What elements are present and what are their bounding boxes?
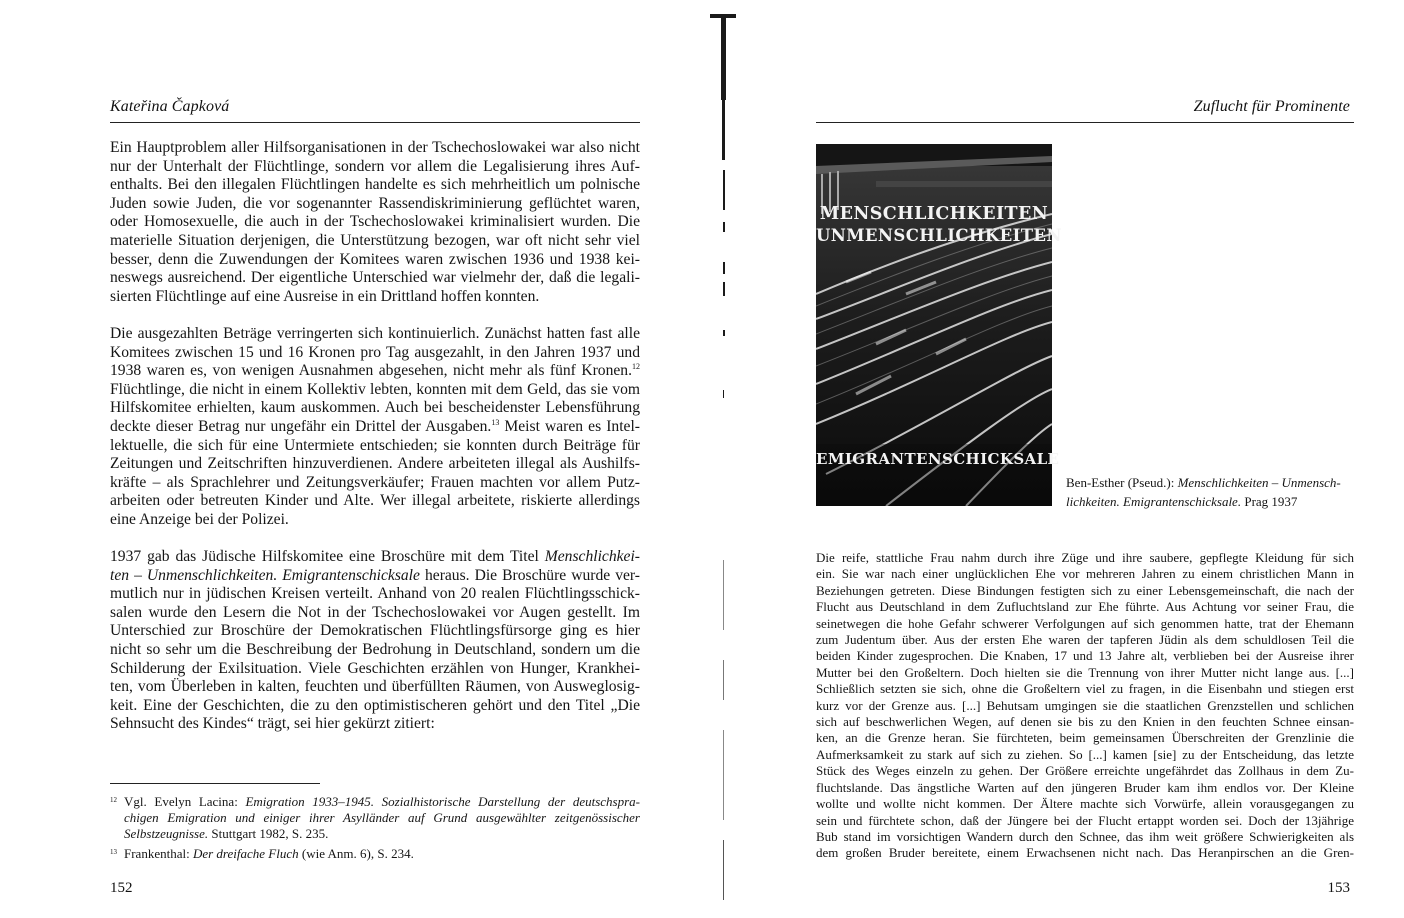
text-line: enthalts. Bei den illegalen Flüchtlingen handelte es sich mehrheitlich um polnische [110,176,640,194]
text-line: Hilfskomitee erhielten, kaum auskommen. Auch bei bescheidenster Lebensführung [110,399,640,417]
text-line: keit. Eine der Geschichten, die zu den optimistischeren gehört und den Titel „Die [110,696,640,714]
text-line: eine Anzeige bei der Polizei. [110,510,289,528]
text-line: wollte und wollte nicht kommen. Der Ältere machte sich Vorwürfe, allein vorausgegangen zu [816,796,1354,812]
text-line: ken, an die Grenze heran. Sie fürchteten, beim gemeinsamen Überschreiten der Grenzlinie die [816,730,1354,746]
text-line: Schließlich setzten sie sich, ohne die Großeltern viel zu fragen, in die Eisenbahn und stiegen erst [816,681,1354,697]
text-line: ten, vom Überleben in kalten, feuchten und überfüllten Räumen, von Ausweglosig- [110,678,640,696]
text-line: sich auf beschwerlichen Wegen, auf denen sie bis zu den Knien in den feuchten Schnee einsan- [816,714,1354,730]
text-line: Sehnsucht des Kindes“ trägt, sei hier gekürzt zitiert: [110,715,435,733]
text-line: nicht so sehr um die Beschreibung der Bedrohung in Deutschland, sondern um die [110,640,640,658]
text-line: Komitees zwischen 15 und 16 Kronen pro Tag ausgezahlt, in den Jahren 1937 und [110,343,640,361]
text-line: Unterschied zur Broschüre der Demokratischen Flüchtlingsfürsorge ging es hier [110,622,640,640]
text-line: salen wurde den Lesern die Not in der Tschechoslowakei vor Augen gestellt. Im [110,603,640,621]
text-line: Stück des Weges einzeln zu gehen. Der Größere erreichte ungefährdet das Zollhaus in dem Zu- [816,763,1354,779]
text-line: Die reife, stattliche Frau nahm durch ihre Züge und ihre saubere, gepflegte Kleidung für sich [816,550,1354,565]
text-line: Juden sowie Juden, die vor sogenannter Rassendiskriminierung geflüchtet waren, [110,194,640,212]
text-line: seinetwegen die hohe Gefahr schwerer Verfolgungen auf sich genommen hatte, trat der Ehemann [816,615,1354,631]
paragraph-3 [110,548,640,734]
text-line: Flüchtlinge, die nicht in einem Kollektiv lebten, konnten mit dem Geld, das sie vom [110,380,640,398]
text-line: besser, denn die Zuwendungen der Komitees waren zwischen 1936 und 1938 kei- [110,250,640,268]
text-line: Ein Hauptproblem aller Hilfsorganisationen in der Tschechoslowakei war also nicht [110,139,640,156]
text-line: dem großen Bruder bereitete, einem Erwachsenen nicht nach. Das Heranpirschen an die Gren- [816,845,1354,861]
text-line: Bub stand im vorsichtigen Wandern durch den Schnee, das ihm weit größere Schwierigkeiten als [816,828,1354,844]
text-line: Mutter bei den Großeltern. Doch hielten sie die Trennung von ihrer Mutter nicht lange aus. [...] [816,664,1354,680]
text-line: materielle Situation derjenigen, die Unterstützung bezogen, war oft nicht sehr viel [110,231,640,249]
page-number-left: 152 [110,880,133,896]
text-line: sein und fürchtete schon, daß der Jüngere bei der Flucht ertappt worden sei. Doch der 13jährige [816,812,1354,828]
paragraph-2 [110,325,640,530]
footnote-ref-13[interactable]: 13 [491,417,500,427]
text-line: Aufmerksamkeit zu stark auf sich zu ziehen. So [...] kamen [sie] zu der Entscheidung, das letzte [816,746,1354,762]
footnote-rule [110,783,320,784]
text-line: lektuelle, die sich für eine Untermiete entschieden; sie konnten durch Beiträge für [110,436,640,454]
running-header-author: Kateřina Čapková [110,98,230,115]
text-line: zum Judentum über. Aus der ersten Ehe waren der tapferen Jüdin als dem schuldlosen Teil die [816,632,1354,648]
footnote-13: 13 Frankenthal: Der dreifache Fluch (wie Anm. 6), S. 234. [110,846,414,861]
page-number-right: 153 [1327,880,1350,896]
text-line: sierten Flüchtlinge auf eine Ausreise in ein Drittland hoffen konnten. [110,287,540,305]
left-page [0,0,700,918]
cover-title-line-2: UNMENSCHLICHKEITEN [816,226,1062,245]
cover-title-line-3: EMIGRANTENSCHICKSALE [816,450,1060,468]
figure-caption: Ben-Esther (Pseud.): Menschlichkeiten – Unmensch- lichkeiten. Emigrantenschicksale. Prag 1937 [1066,475,1341,509]
text-line: oder Homosexuelle, die auch in der Tschechoslowakei kriminalisiert wurden. Die [110,213,640,231]
cover-title-line-1: MENSCHLICHKEITEN [819,204,1049,224]
text-line: nur der Unterhalt der Flüchtlinge, sondern vor allem die Legalisierung ihres Auf- [110,157,640,175]
text-line: Beziehungen getreten. Diese Bindungen festigten sich zu einer Lebensgemeinschaft, die nach der [816,582,1354,598]
text-line: 1938 waren es, von wenigen Ausnahmen abgesehen, nicht mehr als fünf Kronen.$^{12}$ [110,362,640,380]
quoted-story [816,550,1354,862]
text-line: kräfte – als Sprachlehrer und Zeitungsverkäufer; Frauen machten vor allem Putz- [110,473,640,491]
header-rule [816,122,1354,123]
footnote-number: 13 [110,848,117,856]
text-line: Zeitungen und Zeitschriften hinzuverdienen. Andere arbeiteten illegal als Aushilfs- [110,455,640,473]
text-line: arbeiten oder betreuten Kinder und Alte. Wer illegal arbeitete, riskierte allerdings [110,492,640,510]
text-line: 1937 gab das Jüdische Hilfskomitee eine Broschüre mit dem Titel Menschlichkei- [110,548,640,565]
text-line: beiden Kinder zugesprochen. Die Knaben, 17 und 13 Jahre alt, verblieben bei der Ausreise ihrer [816,648,1354,664]
footnote-12: 12 Vgl. Evelyn Lacina: Emigration 1933–1945. Sozialhistorische Darstellung der deutschspra- chigen Emigration und einiger ihrer Asylländer auf Grund ausgewählter zeitgenössischer Selbstzeugnisse. Stuttgart 1982, S. 235. [110,794,640,842]
text-line: mutlich nur in jüdischen Kreisen verteilt. Anhand von 20 realen Flüchtlingsschick- [110,585,640,603]
text-line: kurz vor der Grenze aus. [...] Behutsam umgingen sie die staatlichen Grenzstellen und schlichen [816,697,1354,713]
text-line: Flucht aus Deutschland in dem Zufluchtsland zur Ehe führte. Aus Achtung vor seiner Frau, die [816,599,1354,615]
text-line: Schilderung der Exilsituation. Viele Geschichten erzählen von Hunger, Krankhei- [110,659,640,677]
text-line: neswegs ausreichend. Der eigentliche Unterschied war vielmehr der, daß die legali- [110,269,640,287]
footnote-ref-12[interactable]: 12 [632,362,640,372]
text-line: ten – Unmenschlichkeiten. Emigrantenschicksale heraus. Die Broschüre wurde ver- [110,566,641,584]
header-rule [110,122,640,123]
right-page [704,0,1404,918]
paragraph-1 [110,139,640,306]
book-cover-image [816,144,1062,506]
text-line: deckte dieser Betrag nur ungefähr ein Drittel der Ausgaben.$^{13}$ Meist waren es Intel- [110,417,640,435]
text-line: ein. Sie war nach einer unglücklichen Ehe vor mehreren Jahren zu einem christlichen Mann in [816,566,1354,582]
text-line: Die ausgezahlten Beträge verringerten sich kontinuierlich. Zunächst hatten fast alle [110,325,640,342]
text-line: fluchtslande. Das ängstliche Warten auf den jüngeren Bruder kam ihm endlos vor. Der Kleine [816,779,1354,795]
running-header-title: Zuflucht für Prominente [1193,98,1350,115]
footnote-number: 12 [110,796,117,804]
